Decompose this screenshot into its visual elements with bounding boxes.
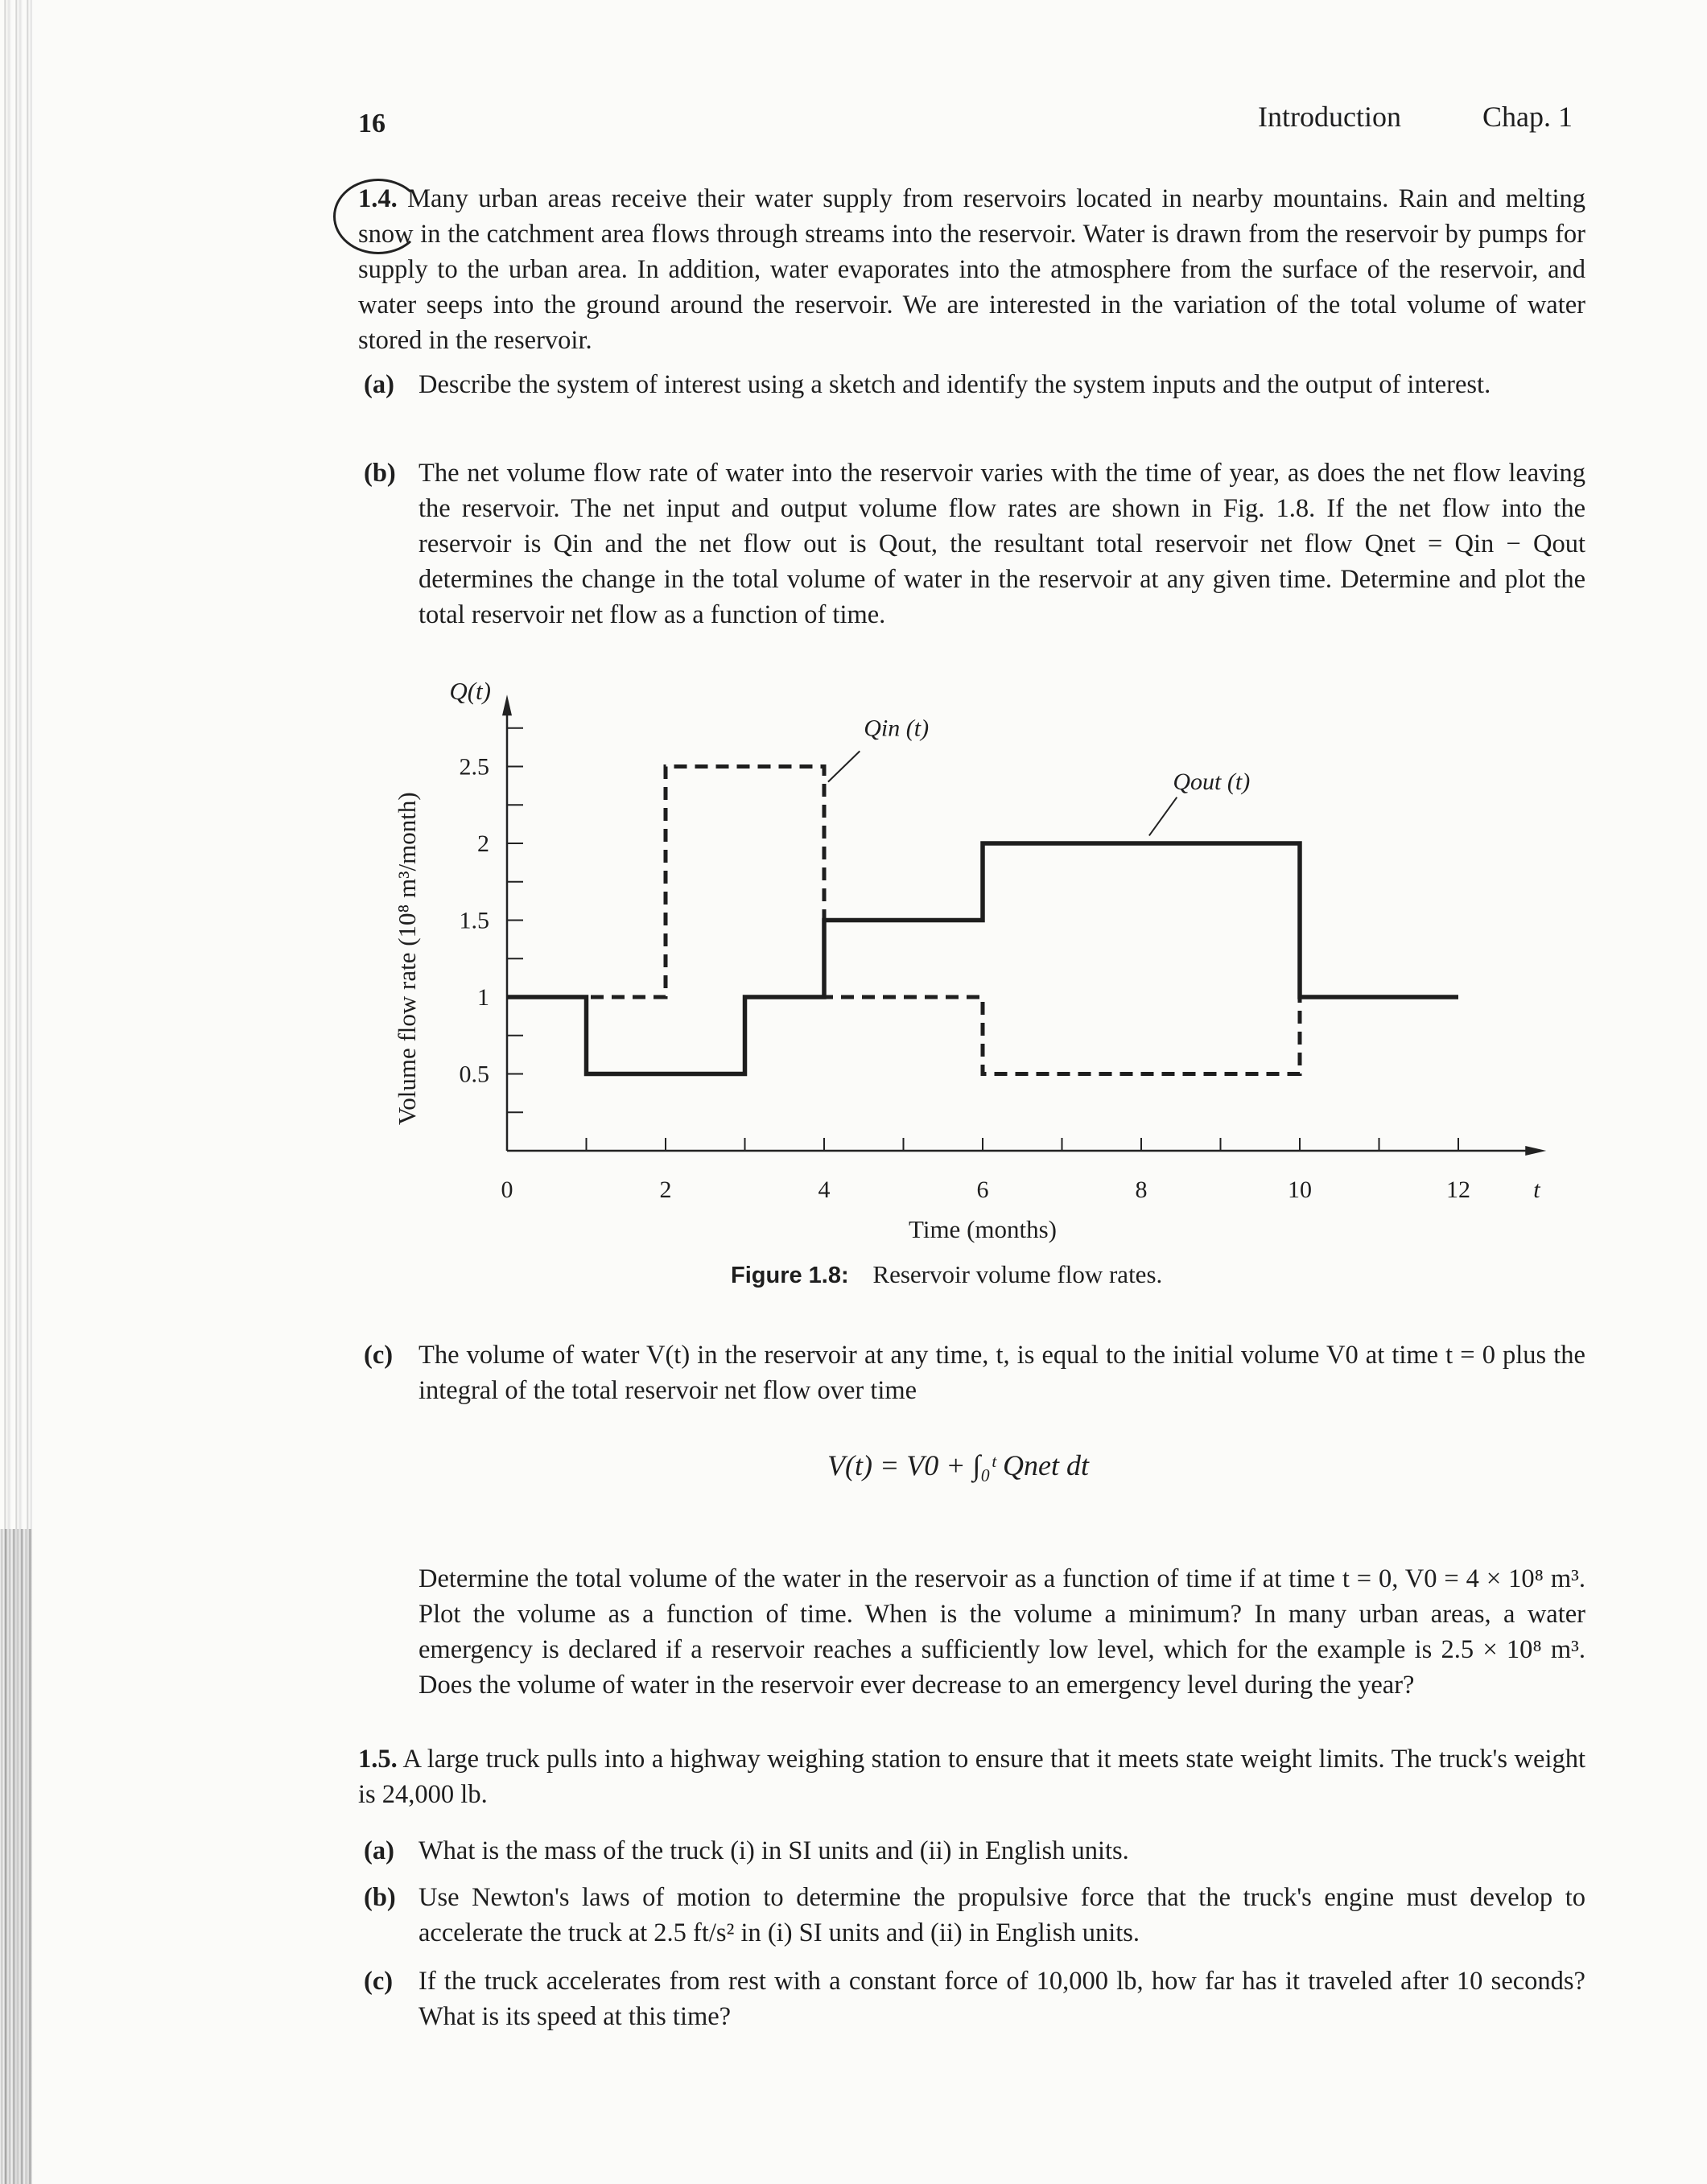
running-header-chapter: Chap. 1 [1482,101,1573,133]
y-axis-symbol: Q(t) [449,677,491,706]
p15-part-a-label: (a) [364,1836,394,1865]
figure-caption-text: Reservoir volume flow rates. [872,1260,1163,1288]
problem-1-4-number: 1.4. [358,184,398,213]
problem-1-5-part-b [364,1880,1585,1951]
volume-equation: V(t) = V0 + ∫₀ᵗ Qnet dt [827,1449,1089,1481]
x-axis-arrow [1525,1146,1546,1156]
x-axis-symbol: t [1533,1176,1540,1203]
p15-part-b-text: Use Newton's laws of motion to determine the propulsive force that the truck's engine must develop to accelerate the truck at 2.5 ft/s² in (i) SI units and (ii) in English units. [419,1883,1585,1947]
series-qin-leader [828,751,860,781]
x-axis-label: Time (months) [908,1215,1058,1243]
part-b-text: The net volume flow rate of water into the reservoir varies with the time of year, as does the net flow leaving the reservoir. The net input and output volume flow rates are shown in Fig. 1.8. If the net flow into the reservoir is Qin and the net flow out is Qout, the resultant total reservoir net flow Qnet = Qin − Qout determines the change in the total volume of water in the reservoir at any given time. Determine and plot the total reservoir net flow as a function of time. [419,459,1585,629]
part-b-label: (b) [364,459,396,488]
problem-1-5-part-c [364,1964,1585,2034]
part-a-label: (a) [364,370,394,399]
series-qin-label: Qin (t) [864,715,930,742]
problem-1-5-body: A large truck pulls into a highway weighing station to ensure that it meets state weight limits. The truck's weight is 24,000 lb. [358,1745,1586,1809]
y-tick-label: 1 [477,984,489,1011]
x-tick-label: 2 [659,1176,672,1203]
problem-1-5-number: 1.5. [358,1745,398,1774]
problem-1-4-body: Many urban areas receive their water supply from reservoirs located in nearby mountains. Rain and melting snow in the catchment area flows through streams into the reservoir. Water is drawn from the reservoir by pumps for supply to the urban area. In addition, water evaporates into the atmosphere from the surface of the reservoir, and water seeps into the ground around the reservoir. We are interested in the variation of the total volume of water stored in the reservoir. [358,184,1585,355]
page-number: 16 [358,109,386,138]
part-c-text: The volume of water V(t) in the reservoir at any time, t, is equal to the initial volume V0 at time t = 0 plus the integral of the total reservoir net flow over time [419,1341,1585,1405]
x-tick-label: 0 [501,1176,513,1203]
x-tick-label: 8 [1135,1176,1148,1203]
y-tick-label: 2 [477,830,489,857]
y-tick-label: 0.5 [459,1061,489,1088]
problem-1-4-text [358,181,1585,358]
figure-caption [731,1260,1162,1289]
p15-part-c-label: (c) [364,1967,394,1996]
p15-part-b-label: (b) [364,1883,396,1912]
p15-part-c-text: If the truck accelerates from rest with a constant force of 10,000 lb, how far has it traveled after 10 seconds? What is its speed at this time? [419,1967,1585,2031]
series-qout-label: Qout (t) [1173,769,1251,796]
y-axis-label: Volume flow rate (10⁸ m³/month) [393,792,421,1126]
figure-1-8-chart [386,676,1540,1255]
x-tick-label: 12 [1446,1176,1470,1203]
figure-label: Figure 1.8: [731,1263,849,1288]
x-tick-label: 10 [1288,1176,1312,1203]
y-tick-label: 1.5 [459,907,489,934]
problem-1-5-part-a [364,1833,1585,1869]
x-tick-label: 6 [976,1176,989,1203]
running-header-section: Introduction [1258,101,1401,133]
part-c-text-continued: Determine the total volume of the water in the reservoir as a function of time if at time t = 0, V0 = 4 × 10⁸ m³. Plot the volume as a function of time. When is the volume a minimum? In many urban areas, a water emergency is declared if a reservoir reaches a sufficiently low level, which for the example is 2.5 × 10⁸ m³. Does the volume of water in the reservoir ever decrease to an emergency level during the year? [419,1564,1585,1700]
problem-1-4-part-c [364,1337,1585,1408]
part-a-text: Describe the system of interest using a sketch and identify the system inputs and the output of interest. [419,370,1491,399]
y-tick-label: 2.5 [459,753,489,781]
x-tick-label: 4 [818,1176,831,1203]
scan-binding-shadow [0,1529,32,2184]
series-qout-line [507,843,1458,1074]
problem-1-5-text [358,1741,1585,1812]
problem-1-4-part-a [364,367,1585,402]
p15-part-a-text: What is the mass of the truck (i) in SI units and (ii) in English units. [419,1836,1129,1865]
problem-1-4-part-c-continued [364,1561,1585,1703]
problem-1-4-part-b [364,455,1585,633]
part-c-label: (c) [364,1341,394,1370]
y-axis-arrow [502,694,512,715]
series-qout-leader [1149,797,1177,836]
